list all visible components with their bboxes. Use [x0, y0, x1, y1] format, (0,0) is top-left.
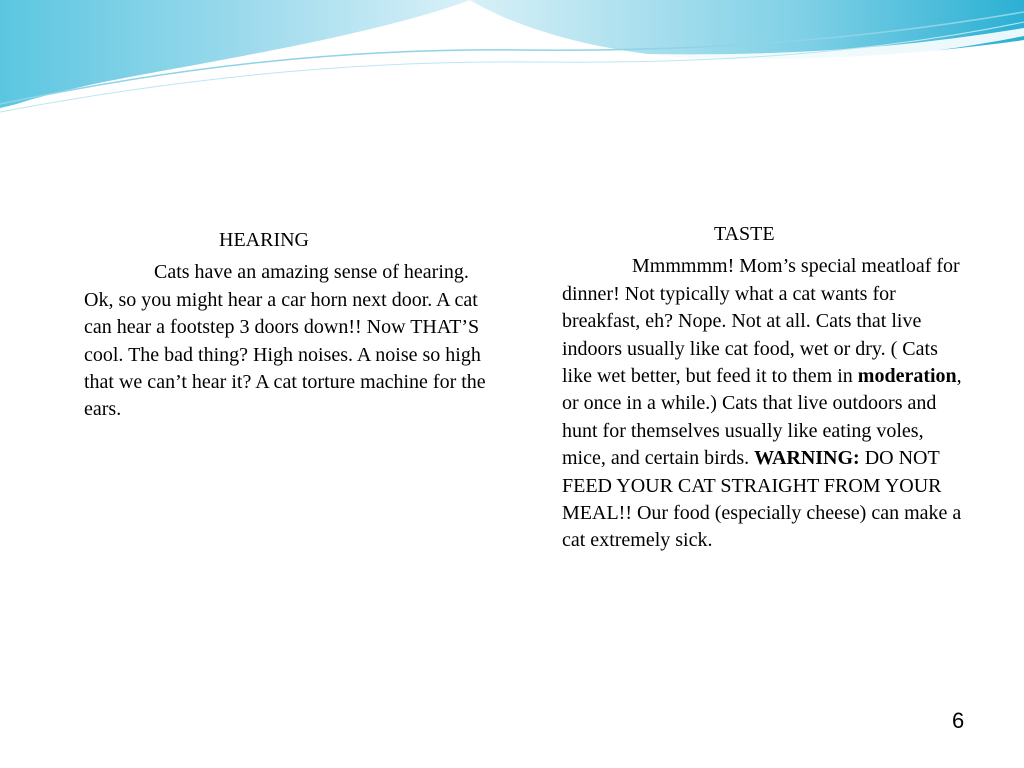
header-wave-decoration — [0, 0, 1024, 130]
taste-warning-label: WARNING: — [754, 447, 860, 470]
hearing-body: Cats have an amazing sense of hearing. Ok, so you might hear a car horn next door. A cat can hear a footstep 3 doors down!! Now THAT’S cool. The bad thing? High noises. A noise so high that we can’t hear it? A cat torture machine for the ears. — [84, 261, 486, 421]
taste-column — [562, 221, 966, 555]
hearing-column — [84, 227, 486, 424]
taste-body-part3: DO NOT FEED YOUR CAT STRAIGHT FROM YOUR MEAL!! Our food (especially cheese) can make a cat extremely sick. — [562, 447, 962, 552]
page-number: 6 — [952, 708, 965, 733]
taste-body-part1: Mmmmmm! Mom’s special meatloaf for dinner! Not typically what a cat wants for breakfast, eh? Nope. Not at all. Cats that live indoors usually like cat food, wet or dry. ( Cats like wet better, but feed it to them in — [562, 255, 960, 388]
taste-body-part2: , or once in a while.) Cats that live outdoors and hunt for themselves usually like eating voles, mice, and certain birds. — [562, 365, 962, 470]
taste-bold-word: moderation — [857, 365, 957, 388]
hearing-heading: HEARING — [219, 229, 309, 251]
taste-heading: TASTE — [714, 223, 775, 245]
taste-body — [562, 253, 966, 554]
